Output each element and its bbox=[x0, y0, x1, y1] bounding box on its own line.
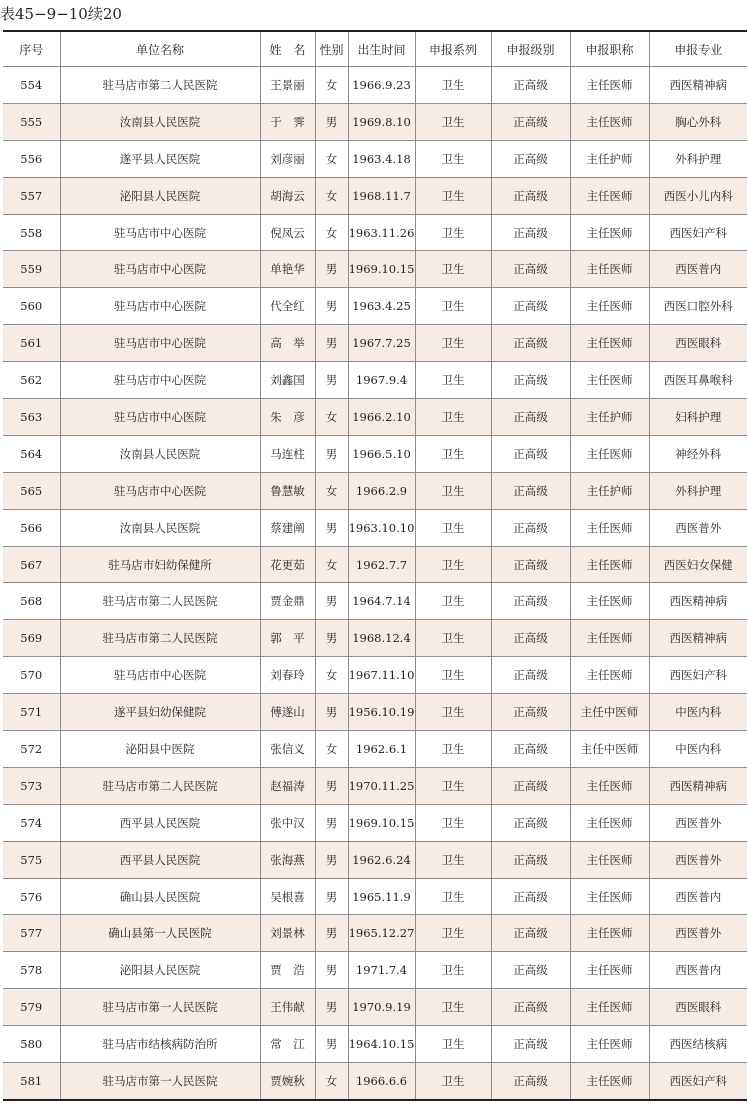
table-row bbox=[3, 657, 747, 694]
level-cell: 正高级 bbox=[491, 251, 570, 288]
unit-cell: 驻马店市中心医院 bbox=[60, 251, 260, 288]
name-cell: 鲁慧敏 bbox=[260, 472, 315, 509]
header-cell-unit: 单位名称 bbox=[60, 31, 260, 67]
unit-cell: 泌阳县中医院 bbox=[60, 731, 260, 768]
title-cell: 主任医师 bbox=[570, 583, 649, 620]
header-cell-specialty: 申报专业 bbox=[649, 31, 747, 67]
gender-cell: 女 bbox=[315, 140, 348, 177]
table-row bbox=[3, 767, 747, 804]
unit-cell: 驻马店市中心医院 bbox=[60, 288, 260, 325]
header-cell-seq: 序号 bbox=[3, 31, 60, 67]
table-row bbox=[3, 103, 747, 140]
unit-cell: 汝南县人民医院 bbox=[60, 103, 260, 140]
level-cell: 正高级 bbox=[491, 325, 570, 362]
specialty-cell: 西医小儿内科 bbox=[649, 177, 747, 214]
series-cell: 卫生 bbox=[415, 103, 491, 140]
seq-cell: 558 bbox=[3, 214, 60, 251]
series-cell: 卫生 bbox=[415, 251, 491, 288]
title-cell: 主任医师 bbox=[570, 952, 649, 989]
header-cell-name: 姓 名 bbox=[260, 31, 315, 67]
table-row bbox=[3, 362, 747, 399]
seq-cell: 560 bbox=[3, 288, 60, 325]
seq-cell: 567 bbox=[3, 546, 60, 583]
gender-cell: 男 bbox=[315, 952, 348, 989]
title-cell: 主任医师 bbox=[570, 509, 649, 546]
title-cell: 主任医师 bbox=[570, 841, 649, 878]
series-cell: 卫生 bbox=[415, 1063, 491, 1100]
unit-cell: 驻马店市第二人民医院 bbox=[60, 67, 260, 104]
specialty-cell: 西医结核病 bbox=[649, 1026, 747, 1063]
unit-cell: 驻马店市中心医院 bbox=[60, 325, 260, 362]
seq-cell: 568 bbox=[3, 583, 60, 620]
name-cell: 张信义 bbox=[260, 731, 315, 768]
title-cell: 主任护师 bbox=[570, 399, 649, 436]
level-cell: 正高级 bbox=[491, 140, 570, 177]
name-cell: 胡海云 bbox=[260, 177, 315, 214]
birth-cell: 1963.4.25 bbox=[348, 288, 415, 325]
gender-cell: 女 bbox=[315, 1063, 348, 1100]
table-row bbox=[3, 694, 747, 731]
seq-cell: 557 bbox=[3, 177, 60, 214]
name-cell: 张海燕 bbox=[260, 841, 315, 878]
birth-cell: 1964.7.14 bbox=[348, 583, 415, 620]
gender-cell: 男 bbox=[315, 989, 348, 1026]
birth-cell: 1962.6.1 bbox=[348, 731, 415, 768]
series-cell: 卫生 bbox=[415, 878, 491, 915]
specialty-cell: 西医普外 bbox=[649, 804, 747, 841]
series-cell: 卫生 bbox=[415, 509, 491, 546]
unit-cell: 驻马店市第二人民医院 bbox=[60, 620, 260, 657]
gender-cell: 男 bbox=[315, 288, 348, 325]
table-row bbox=[3, 67, 747, 104]
birth-cell: 1967.11.10 bbox=[348, 657, 415, 694]
table-row bbox=[3, 952, 747, 989]
gender-cell: 女 bbox=[315, 67, 348, 104]
birth-cell: 1966.6.6 bbox=[348, 1063, 415, 1100]
specialty-cell: 西医精神病 bbox=[649, 620, 747, 657]
specialty-cell: 西医普内 bbox=[649, 251, 747, 288]
unit-cell: 确山县人民医院 bbox=[60, 878, 260, 915]
birth-cell: 1968.12.4 bbox=[348, 620, 415, 657]
level-cell: 正高级 bbox=[491, 472, 570, 509]
title-cell: 主任医师 bbox=[570, 1026, 649, 1063]
level-cell: 正高级 bbox=[491, 804, 570, 841]
series-cell: 卫生 bbox=[415, 325, 491, 362]
seq-cell: 580 bbox=[3, 1026, 60, 1063]
specialty-cell: 中医内科 bbox=[649, 731, 747, 768]
unit-cell: 驻马店市中心医院 bbox=[60, 399, 260, 436]
table-row bbox=[3, 325, 747, 362]
unit-cell: 汝南县人民医院 bbox=[60, 435, 260, 472]
specialty-cell: 西医妇产科 bbox=[649, 657, 747, 694]
name-cell: 贾金鼎 bbox=[260, 583, 315, 620]
series-cell: 卫生 bbox=[415, 657, 491, 694]
gender-cell: 男 bbox=[315, 509, 348, 546]
name-cell: 刘鑫国 bbox=[260, 362, 315, 399]
name-cell: 花更茹 bbox=[260, 546, 315, 583]
title-cell: 主任医师 bbox=[570, 546, 649, 583]
table-row bbox=[3, 435, 747, 472]
table-row bbox=[3, 915, 747, 952]
series-cell: 卫生 bbox=[415, 399, 491, 436]
title-cell: 主任医师 bbox=[570, 177, 649, 214]
series-cell: 卫生 bbox=[415, 67, 491, 104]
gender-cell: 女 bbox=[315, 214, 348, 251]
specialty-cell: 西医口腔外科 bbox=[649, 288, 747, 325]
birth-cell: 1969.10.15 bbox=[348, 804, 415, 841]
seq-cell: 581 bbox=[3, 1063, 60, 1100]
series-cell: 卫生 bbox=[415, 288, 491, 325]
seq-cell: 555 bbox=[3, 103, 60, 140]
birth-cell: 1966.2.9 bbox=[348, 472, 415, 509]
title-cell: 主任护师 bbox=[570, 472, 649, 509]
table-row bbox=[3, 177, 747, 214]
specialty-cell: 西医普外 bbox=[649, 509, 747, 546]
name-cell: 刘景林 bbox=[260, 915, 315, 952]
specialty-cell: 外科护理 bbox=[649, 140, 747, 177]
seq-cell: 571 bbox=[3, 694, 60, 731]
seq-cell: 562 bbox=[3, 362, 60, 399]
specialty-cell: 西医普内 bbox=[649, 952, 747, 989]
gender-cell: 女 bbox=[315, 731, 348, 768]
level-cell: 正高级 bbox=[491, 657, 570, 694]
name-cell: 高 举 bbox=[260, 325, 315, 362]
title-cell: 主任医师 bbox=[570, 767, 649, 804]
unit-cell: 西平县人民医院 bbox=[60, 841, 260, 878]
series-cell: 卫生 bbox=[415, 841, 491, 878]
birth-cell: 1970.11.25 bbox=[348, 767, 415, 804]
unit-cell: 驻马店市第一人民医院 bbox=[60, 989, 260, 1026]
name-cell: 于 霁 bbox=[260, 103, 315, 140]
name-cell: 赵福涛 bbox=[260, 767, 315, 804]
birth-cell: 1965.12.27 bbox=[348, 915, 415, 952]
gender-cell: 男 bbox=[315, 362, 348, 399]
series-cell: 卫生 bbox=[415, 546, 491, 583]
specialty-cell: 西医精神病 bbox=[649, 583, 747, 620]
series-cell: 卫生 bbox=[415, 952, 491, 989]
specialty-cell: 中医内科 bbox=[649, 694, 747, 731]
series-cell: 卫生 bbox=[415, 804, 491, 841]
birth-cell: 1967.7.25 bbox=[348, 325, 415, 362]
gender-cell: 女 bbox=[315, 399, 348, 436]
table-row bbox=[3, 804, 747, 841]
level-cell: 正高级 bbox=[491, 989, 570, 1026]
gender-cell: 男 bbox=[315, 103, 348, 140]
level-cell: 正高级 bbox=[491, 878, 570, 915]
unit-cell: 泌阳县人民医院 bbox=[60, 952, 260, 989]
header-cell-gender: 性别 bbox=[315, 31, 348, 67]
gender-cell: 女 bbox=[315, 546, 348, 583]
birth-cell: 1965.11.9 bbox=[348, 878, 415, 915]
gender-cell: 男 bbox=[315, 694, 348, 731]
table-row bbox=[3, 583, 747, 620]
level-cell: 正高级 bbox=[491, 214, 570, 251]
name-cell: 王伟献 bbox=[260, 989, 315, 1026]
title-cell: 主任医师 bbox=[570, 325, 649, 362]
level-cell: 正高级 bbox=[491, 915, 570, 952]
specialty-cell: 西医精神病 bbox=[649, 67, 747, 104]
series-cell: 卫生 bbox=[415, 915, 491, 952]
specialty-cell: 西医妇产科 bbox=[649, 1063, 747, 1100]
title-cell: 主任中医师 bbox=[570, 731, 649, 768]
seq-cell: 559 bbox=[3, 251, 60, 288]
level-cell: 正高级 bbox=[491, 767, 570, 804]
seq-cell: 561 bbox=[3, 325, 60, 362]
title-cell: 主任医师 bbox=[570, 67, 649, 104]
table-row bbox=[3, 620, 747, 657]
table-row bbox=[3, 841, 747, 878]
table-row bbox=[3, 509, 747, 546]
level-cell: 正高级 bbox=[491, 288, 570, 325]
name-cell: 刘彦丽 bbox=[260, 140, 315, 177]
birth-cell: 1963.10.10 bbox=[348, 509, 415, 546]
seq-cell: 575 bbox=[3, 841, 60, 878]
name-cell: 马连柱 bbox=[260, 435, 315, 472]
applicants-table bbox=[3, 30, 747, 1101]
series-cell: 卫生 bbox=[415, 140, 491, 177]
table-row bbox=[3, 1063, 747, 1100]
birth-cell: 1966.2.10 bbox=[348, 399, 415, 436]
level-cell: 正高级 bbox=[491, 1026, 570, 1063]
name-cell: 代全红 bbox=[260, 288, 315, 325]
table-row bbox=[3, 472, 747, 509]
birth-cell: 1962.7.7 bbox=[348, 546, 415, 583]
title-cell: 主任医师 bbox=[570, 915, 649, 952]
name-cell: 蔡建阐 bbox=[260, 509, 315, 546]
level-cell: 正高级 bbox=[491, 435, 570, 472]
seq-cell: 566 bbox=[3, 509, 60, 546]
birth-cell: 1969.8.10 bbox=[348, 103, 415, 140]
level-cell: 正高级 bbox=[491, 399, 570, 436]
gender-cell: 女 bbox=[315, 177, 348, 214]
name-cell: 朱 彦 bbox=[260, 399, 315, 436]
table-body bbox=[3, 67, 747, 1100]
title-cell: 主任医师 bbox=[570, 804, 649, 841]
title-cell: 主任中医师 bbox=[570, 694, 649, 731]
level-cell: 正高级 bbox=[491, 583, 570, 620]
series-cell: 卫生 bbox=[415, 989, 491, 1026]
unit-cell: 驻马店市中心医院 bbox=[60, 362, 260, 399]
seq-cell: 563 bbox=[3, 399, 60, 436]
unit-cell: 驻马店市第二人民医院 bbox=[60, 583, 260, 620]
specialty-cell: 胸心外科 bbox=[649, 103, 747, 140]
birth-cell: 1956.10.19 bbox=[348, 694, 415, 731]
unit-cell: 泌阳县人民医院 bbox=[60, 177, 260, 214]
specialty-cell: 妇科护理 bbox=[649, 399, 747, 436]
gender-cell: 女 bbox=[315, 472, 348, 509]
seq-cell: 577 bbox=[3, 915, 60, 952]
unit-cell: 汝南县人民医院 bbox=[60, 509, 260, 546]
specialty-cell: 西医眼科 bbox=[649, 325, 747, 362]
seq-cell: 570 bbox=[3, 657, 60, 694]
series-cell: 卫生 bbox=[415, 767, 491, 804]
gender-cell: 男 bbox=[315, 435, 348, 472]
title-cell: 主任医师 bbox=[570, 989, 649, 1026]
name-cell: 单艳华 bbox=[260, 251, 315, 288]
name-cell: 傅遂山 bbox=[260, 694, 315, 731]
table-row bbox=[3, 140, 747, 177]
birth-cell: 1971.7.4 bbox=[348, 952, 415, 989]
table-row bbox=[3, 989, 747, 1026]
unit-cell: 驻马店市中心医院 bbox=[60, 472, 260, 509]
unit-cell: 确山县第一人民医院 bbox=[60, 915, 260, 952]
level-cell: 正高级 bbox=[491, 731, 570, 768]
title-cell: 主任医师 bbox=[570, 288, 649, 325]
level-cell: 正高级 bbox=[491, 546, 570, 583]
birth-cell: 1966.9.23 bbox=[348, 67, 415, 104]
level-cell: 正高级 bbox=[491, 1063, 570, 1100]
header-cell-title: 申报职称 bbox=[570, 31, 649, 67]
name-cell: 贾 浩 bbox=[260, 952, 315, 989]
birth-cell: 1970.9.19 bbox=[348, 989, 415, 1026]
specialty-cell: 西医普内 bbox=[649, 878, 747, 915]
gender-cell: 女 bbox=[315, 657, 348, 694]
title-cell: 主任医师 bbox=[570, 103, 649, 140]
title-cell: 主任医师 bbox=[570, 435, 649, 472]
seq-cell: 578 bbox=[3, 952, 60, 989]
specialty-cell: 西医耳鼻喉科 bbox=[649, 362, 747, 399]
gender-cell: 男 bbox=[315, 1026, 348, 1063]
seq-cell: 579 bbox=[3, 989, 60, 1026]
table-row bbox=[3, 214, 747, 251]
title-cell: 主任护师 bbox=[570, 140, 649, 177]
seq-cell: 554 bbox=[3, 67, 60, 104]
name-cell: 张中汉 bbox=[260, 804, 315, 841]
unit-cell: 遂平县人民医院 bbox=[60, 140, 260, 177]
title-cell: 主任医师 bbox=[570, 1063, 649, 1100]
gender-cell: 男 bbox=[315, 878, 348, 915]
header-cell-series: 申报系列 bbox=[415, 31, 491, 67]
level-cell: 正高级 bbox=[491, 509, 570, 546]
level-cell: 正高级 bbox=[491, 177, 570, 214]
gender-cell: 男 bbox=[315, 767, 348, 804]
birth-cell: 1963.11.26 bbox=[348, 214, 415, 251]
title-cell: 主任医师 bbox=[570, 251, 649, 288]
series-cell: 卫生 bbox=[415, 362, 491, 399]
birth-cell: 1966.5.10 bbox=[348, 435, 415, 472]
level-cell: 正高级 bbox=[491, 841, 570, 878]
birth-cell: 1967.9.4 bbox=[348, 362, 415, 399]
seq-cell: 573 bbox=[3, 767, 60, 804]
series-cell: 卫生 bbox=[415, 435, 491, 472]
gender-cell: 男 bbox=[315, 251, 348, 288]
table-row bbox=[3, 878, 747, 915]
seq-cell: 556 bbox=[3, 140, 60, 177]
title-cell: 主任医师 bbox=[570, 620, 649, 657]
gender-cell: 男 bbox=[315, 841, 348, 878]
unit-cell: 驻马店市结核病防治所 bbox=[60, 1026, 260, 1063]
seq-cell: 574 bbox=[3, 804, 60, 841]
specialty-cell: 外科护理 bbox=[649, 472, 747, 509]
name-cell: 倪凤云 bbox=[260, 214, 315, 251]
gender-cell: 男 bbox=[315, 583, 348, 620]
gender-cell: 男 bbox=[315, 804, 348, 841]
table-row bbox=[3, 731, 747, 768]
level-cell: 正高级 bbox=[491, 952, 570, 989]
seq-cell: 569 bbox=[3, 620, 60, 657]
level-cell: 正高级 bbox=[491, 103, 570, 140]
series-cell: 卫生 bbox=[415, 620, 491, 657]
level-cell: 正高级 bbox=[491, 67, 570, 104]
series-cell: 卫生 bbox=[415, 472, 491, 509]
table-row bbox=[3, 399, 747, 436]
specialty-cell: 西医眼科 bbox=[649, 989, 747, 1026]
title-cell: 主任医师 bbox=[570, 214, 649, 251]
birth-cell: 1969.10.15 bbox=[348, 251, 415, 288]
series-cell: 卫生 bbox=[415, 1026, 491, 1063]
name-cell: 刘春玲 bbox=[260, 657, 315, 694]
gender-cell: 男 bbox=[315, 915, 348, 952]
level-cell: 正高级 bbox=[491, 362, 570, 399]
level-cell: 正高级 bbox=[491, 620, 570, 657]
level-cell: 正高级 bbox=[491, 694, 570, 731]
seq-cell: 576 bbox=[3, 878, 60, 915]
specialty-cell: 西医妇产科 bbox=[649, 214, 747, 251]
unit-cell: 驻马店市中心医院 bbox=[60, 657, 260, 694]
seq-cell: 564 bbox=[3, 435, 60, 472]
unit-cell: 驻马店市中心医院 bbox=[60, 214, 260, 251]
gender-cell: 男 bbox=[315, 620, 348, 657]
name-cell: 常 江 bbox=[260, 1026, 315, 1063]
specialty-cell: 西医精神病 bbox=[649, 767, 747, 804]
birth-cell: 1964.10.15 bbox=[348, 1026, 415, 1063]
name-cell: 王景丽 bbox=[260, 67, 315, 104]
seq-cell: 565 bbox=[3, 472, 60, 509]
specialty-cell: 西医普外 bbox=[649, 915, 747, 952]
table-row bbox=[3, 251, 747, 288]
unit-cell: 驻马店市第一人民医院 bbox=[60, 1063, 260, 1100]
series-cell: 卫生 bbox=[415, 694, 491, 731]
birth-cell: 1962.6.24 bbox=[348, 841, 415, 878]
title-cell: 主任医师 bbox=[570, 657, 649, 694]
seq-cell: 572 bbox=[3, 731, 60, 768]
title-cell: 主任医师 bbox=[570, 362, 649, 399]
table-row bbox=[3, 546, 747, 583]
specialty-cell: 西医普外 bbox=[649, 841, 747, 878]
unit-cell: 驻马店市妇幼保健所 bbox=[60, 546, 260, 583]
header-cell-birth: 出生时间 bbox=[348, 31, 415, 67]
series-cell: 卫生 bbox=[415, 214, 491, 251]
specialty-cell: 神经外科 bbox=[649, 435, 747, 472]
title-cell: 主任医师 bbox=[570, 878, 649, 915]
unit-cell: 西平县人民医院 bbox=[60, 804, 260, 841]
table-row bbox=[3, 288, 747, 325]
unit-cell: 驻马店市第二人民医院 bbox=[60, 767, 260, 804]
specialty-cell: 西医妇女保健 bbox=[649, 546, 747, 583]
header-cell-level: 申报级别 bbox=[491, 31, 570, 67]
series-cell: 卫生 bbox=[415, 583, 491, 620]
birth-cell: 1963.4.18 bbox=[348, 140, 415, 177]
unit-cell: 遂平县妇幼保健院 bbox=[60, 694, 260, 731]
series-cell: 卫生 bbox=[415, 177, 491, 214]
gender-cell: 男 bbox=[315, 325, 348, 362]
name-cell: 贾婉秋 bbox=[260, 1063, 315, 1100]
table-caption: 表45−9−10续20 bbox=[0, 5, 122, 23]
name-cell: 郭 平 bbox=[260, 620, 315, 657]
table-row bbox=[3, 1026, 747, 1063]
birth-cell: 1968.11.7 bbox=[348, 177, 415, 214]
header-row bbox=[3, 31, 747, 67]
series-cell: 卫生 bbox=[415, 731, 491, 768]
name-cell: 吴根喜 bbox=[260, 878, 315, 915]
